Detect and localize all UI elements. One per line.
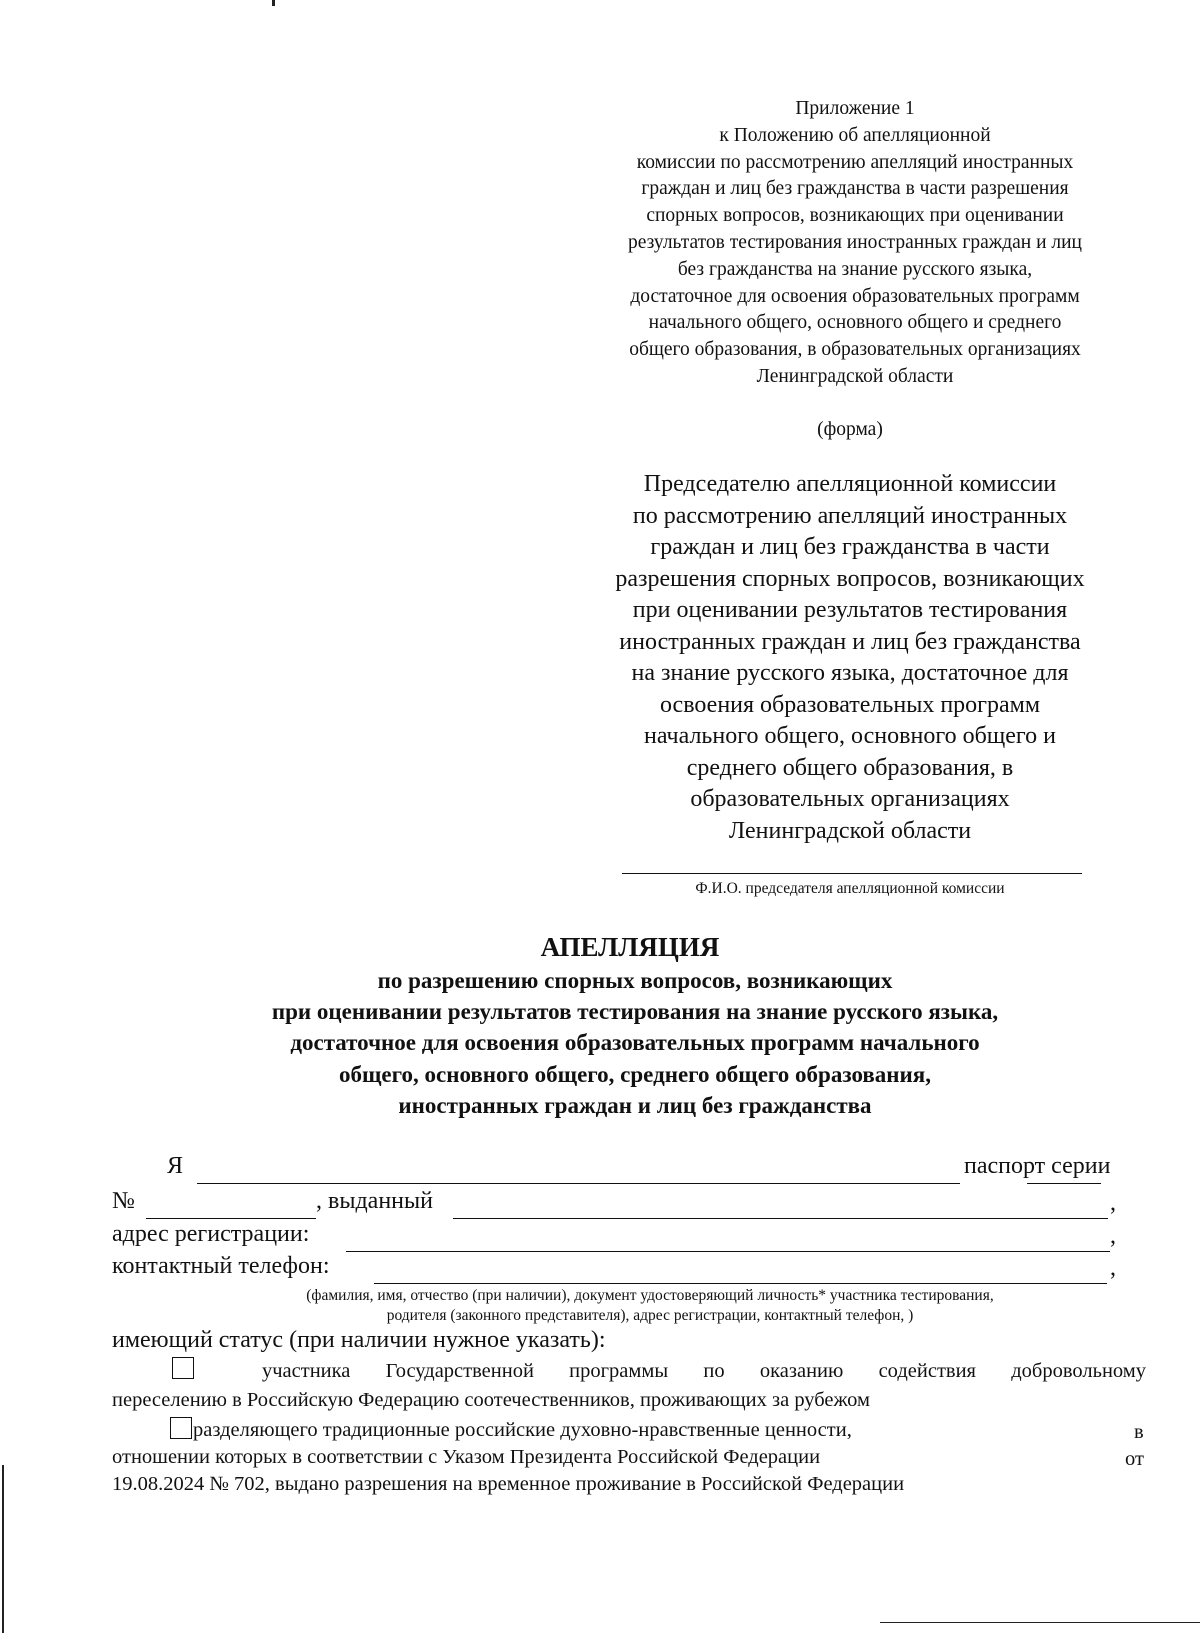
option2-line2: отношении которых в соответствии с Указом Президента Российской Федерации — [112, 1446, 821, 1468]
number-label: № — [112, 1188, 135, 1214]
comma: , — [1110, 1255, 1116, 1281]
passport-series-label: паспорт серии — [964, 1153, 1111, 1179]
appendix-line: граждан и лиц без гражданства в части разрешения — [641, 178, 1069, 200]
i-label: Я — [167, 1153, 184, 1179]
subtitle-line: общего, основного общего, среднего общего образования, — [339, 1061, 931, 1087]
issued-by-field[interactable] — [453, 1188, 1108, 1219]
option2-word-v: в — [1134, 1421, 1144, 1443]
footnote-line: родителя (законного представителя), адрес регистрации, контактный телефон, ) — [386, 1307, 914, 1324]
address-label: адрес регистрации: — [112, 1221, 310, 1247]
appendix-line: без гражданства на знание русского языка, — [677, 258, 1033, 280]
subtitle-line: при оценивании результатов тестирования на знание русского языка, — [271, 999, 999, 1025]
issued-label: , выданный — [316, 1188, 433, 1214]
scan-mark-bottom — [880, 1622, 1200, 1623]
addressee-line: при оценивании результатов тестирования — [632, 597, 1068, 623]
full-name-field[interactable] — [197, 1153, 960, 1184]
option2-line3: 19.08.2024 № 702, выдано разрешения на временное проживание в Российской Федерации — [112, 1473, 905, 1495]
option2-word-ot: от — [1125, 1448, 1144, 1470]
passport-series-field[interactable] — [1027, 1153, 1101, 1184]
appendix-line: начального общего, основного общего и среднего — [648, 312, 1062, 334]
appendix-line: спорных вопросов, возникающих при оценивании — [646, 205, 1064, 227]
addressee-line: граждан и лиц без гражданства в части — [650, 534, 1050, 560]
addressee-block — [530, 469, 1170, 847]
appendix-title: Приложение 1 — [795, 98, 915, 119]
addressee-line: начального общего, основного общего и — [643, 723, 1057, 749]
addressee-line: иностранных граждан и лиц без гражданства — [619, 628, 1081, 655]
phone-row — [112, 1253, 1122, 1287]
passport-number-field[interactable] — [146, 1188, 316, 1219]
subtitle-line: достаточное для освоения образовательных программ начального — [290, 1030, 980, 1056]
appendix-line: результатов тестирования иностранных граждан и лиц — [627, 231, 1082, 253]
addressee-line: разрешения спорных вопросов, возникающих — [615, 565, 1085, 592]
address-field[interactable] — [346, 1221, 1110, 1252]
address-row — [112, 1221, 1122, 1255]
addressee-line: по рассмотрению апелляций иностранных — [632, 502, 1068, 529]
addressee-line: образовательных организациях — [690, 786, 1010, 812]
option1-line1: участника Государственной программы по оказанию содействия добровольному — [262, 1360, 1146, 1382]
appeal-subtitle — [0, 965, 1200, 1121]
appendix-line: достаточное для освоения образовательных программ — [630, 285, 1080, 307]
appendix-line: Ленинградской области — [756, 365, 954, 387]
signature-line — [622, 873, 1082, 874]
addressee-line: Председателю апелляционной комиссии — [643, 471, 1057, 497]
scan-mark-left — [2, 1465, 4, 1633]
applicant-row — [112, 1153, 1112, 1187]
passport-number-row — [112, 1188, 1122, 1222]
subtitle-line: по разрешению спорных вопросов, возникающих — [377, 968, 893, 993]
status-label: имеющий статус (при наличии нужное указать): — [112, 1327, 606, 1353]
signature-caption: Ф.И.О. председателя апелляционной комиссии — [695, 880, 1005, 897]
option1-line2: переселению в Российскую Федерацию соотечественников, проживающих за рубежом — [112, 1389, 871, 1411]
comma: , — [1110, 1223, 1116, 1249]
option2-checkbox[interactable] — [170, 1417, 192, 1439]
scan-mark-top — [272, 0, 275, 6]
field-footnote — [185, 1286, 1115, 1326]
addressee-line: среднего общего образования, в — [686, 754, 1014, 781]
subtitle-line: иностранных граждан и лиц без гражданства — [398, 1092, 872, 1118]
phone-field[interactable] — [374, 1253, 1107, 1284]
option2-line1: разделяющего традиционные российские духовно-нравственные ценности, — [193, 1419, 852, 1441]
option1-checkbox[interactable] — [172, 1357, 194, 1379]
addressee-line: на знание русского языка, достаточное для — [631, 660, 1069, 686]
appendix-line: комиссии по рассмотрению апелляций иностранных — [636, 151, 1074, 173]
phone-label: контактный телефон: — [112, 1253, 330, 1279]
appendix-block — [555, 96, 1155, 391]
footnote-line: (фамилия, имя, отчество (при наличии), документ удостоверяющий личность* участника тестирования, — [306, 1287, 994, 1304]
comma: , — [1110, 1190, 1116, 1216]
addressee-line: освоения образовательных программ — [659, 691, 1041, 718]
form-label: (форма) — [817, 419, 883, 440]
addressee-line: Ленинградской области — [728, 817, 972, 844]
appendix-line: общего образования, в образовательных организациях — [629, 339, 1081, 361]
appeal-title: АПЕЛЛЯЦИЯ — [540, 932, 720, 962]
appendix-line: к Положению об апелляционной — [719, 124, 991, 146]
